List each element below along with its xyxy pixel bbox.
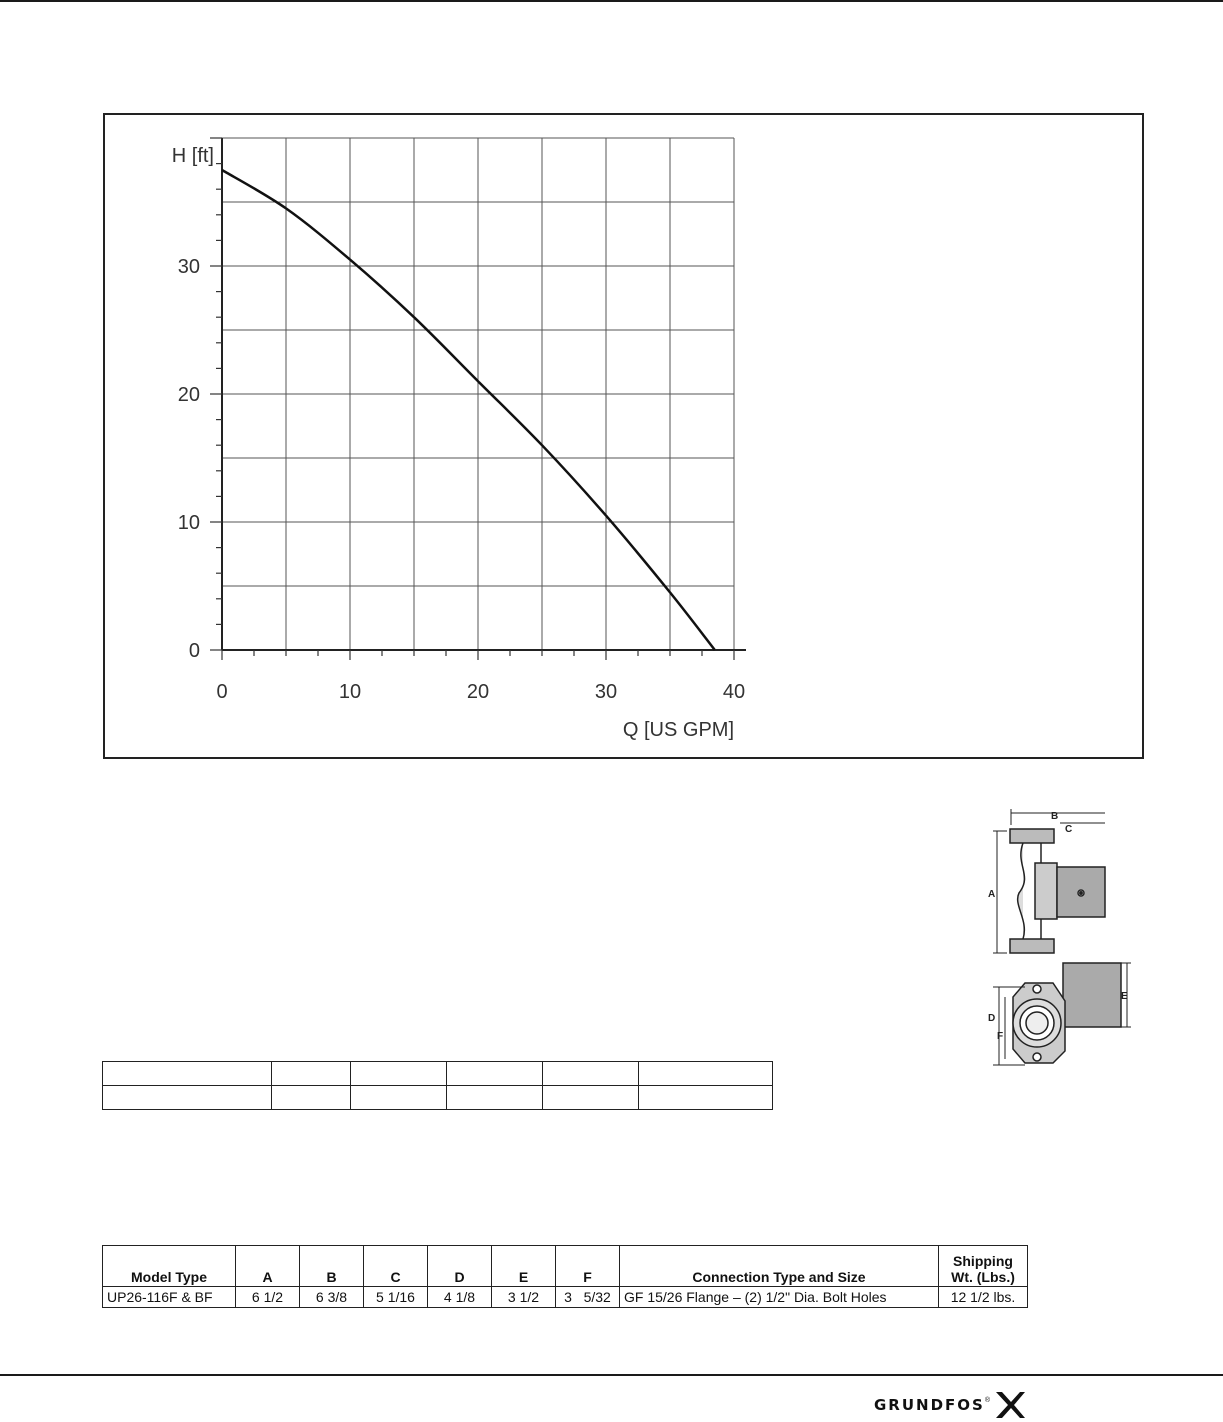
header-shipping-line1: Shipping <box>953 1253 1013 1269</box>
table-header-row <box>103 1246 1028 1287</box>
x-tick-label: 40 <box>722 681 746 703</box>
empty-cell <box>272 1062 351 1086</box>
dim-label-c: C <box>1065 824 1073 835</box>
header-shipping-weight <box>939 1246 1028 1287</box>
dim-label-e: E <box>1121 991 1128 1002</box>
cell-d: 4 1/8 <box>428 1287 492 1308</box>
grundfos-x-icon <box>994 1390 1026 1420</box>
header-c: C <box>364 1246 428 1287</box>
dim-label-d: D <box>988 1013 996 1024</box>
pump-side-view <box>993 809 1105 953</box>
cell-a: 6 1/2 <box>236 1287 300 1308</box>
dim-label-b: B <box>1051 811 1059 822</box>
header-a: A <box>236 1246 300 1287</box>
empty-cell <box>272 1086 351 1110</box>
y-axis-label: H [ft] <box>171 145 214 167</box>
pump-dimension-drawing <box>985 805 1135 1075</box>
empty-cell <box>543 1086 639 1110</box>
header-model-type: Model Type <box>103 1246 236 1287</box>
empty-cell <box>639 1062 773 1086</box>
cell-c: 5 1/16 <box>364 1287 428 1308</box>
empty-table <box>102 1061 773 1110</box>
empty-cell <box>351 1062 447 1086</box>
x-axis-label: Q [US GPM] <box>622 719 734 741</box>
empty-cell <box>351 1086 447 1110</box>
top-rule <box>0 0 1223 2</box>
x-tick-label: 30 <box>594 681 618 703</box>
y-tick-label: 30 <box>177 256 200 278</box>
table-row <box>103 1287 1028 1308</box>
cell-f: 3 5/32 <box>556 1287 620 1308</box>
header-d: D <box>428 1246 492 1287</box>
cell-connection: GF 15/26 Flange – (2) 1/2" Dia. Bolt Holes <box>620 1287 939 1308</box>
logo-text: GRUNDFOS <box>874 1396 985 1414</box>
x-tick-label: 20 <box>466 681 490 703</box>
grundfos-logo <box>874 1388 1026 1422</box>
empty-table-row <box>103 1086 773 1110</box>
header-e: E <box>492 1246 556 1287</box>
empty-cell <box>103 1062 272 1086</box>
y-tick-label: 20 <box>177 384 200 406</box>
bottom-rule <box>0 1374 1223 1376</box>
x-tick-label: 0 <box>216 681 228 703</box>
empty-cell <box>447 1086 543 1110</box>
header-b: B <box>300 1246 364 1287</box>
dimensions-table <box>102 1245 1028 1308</box>
dim-label-a: A <box>988 889 996 900</box>
y-tick-label: 0 <box>188 640 200 662</box>
cell-e: 3 1/2 <box>492 1287 556 1308</box>
dim-label-f: F <box>997 1031 1004 1042</box>
registered-mark: ® <box>984 1397 991 1404</box>
cell-b: 6 3/8 <box>300 1287 364 1308</box>
empty-cell <box>639 1086 773 1110</box>
empty-cell <box>103 1086 272 1110</box>
empty-cell <box>543 1062 639 1086</box>
cell-model: UP26-116F & BF <box>103 1287 236 1308</box>
x-tick-label: 10 <box>338 681 362 703</box>
chart-svg <box>105 115 1142 757</box>
y-tick-label: 10 <box>177 512 200 534</box>
header-connection: Connection Type and Size <box>620 1246 939 1287</box>
empty-table-row <box>103 1062 773 1086</box>
pump-curve-line <box>222 170 715 650</box>
header-f: F <box>556 1246 620 1287</box>
cell-weight: 12 1/2 lbs. <box>939 1287 1028 1308</box>
pump-curve-chart <box>103 113 1144 759</box>
empty-cell <box>447 1062 543 1086</box>
header-shipping-line2: Wt. (Lbs.) <box>951 1269 1015 1285</box>
pump-front-view <box>993 963 1131 1065</box>
